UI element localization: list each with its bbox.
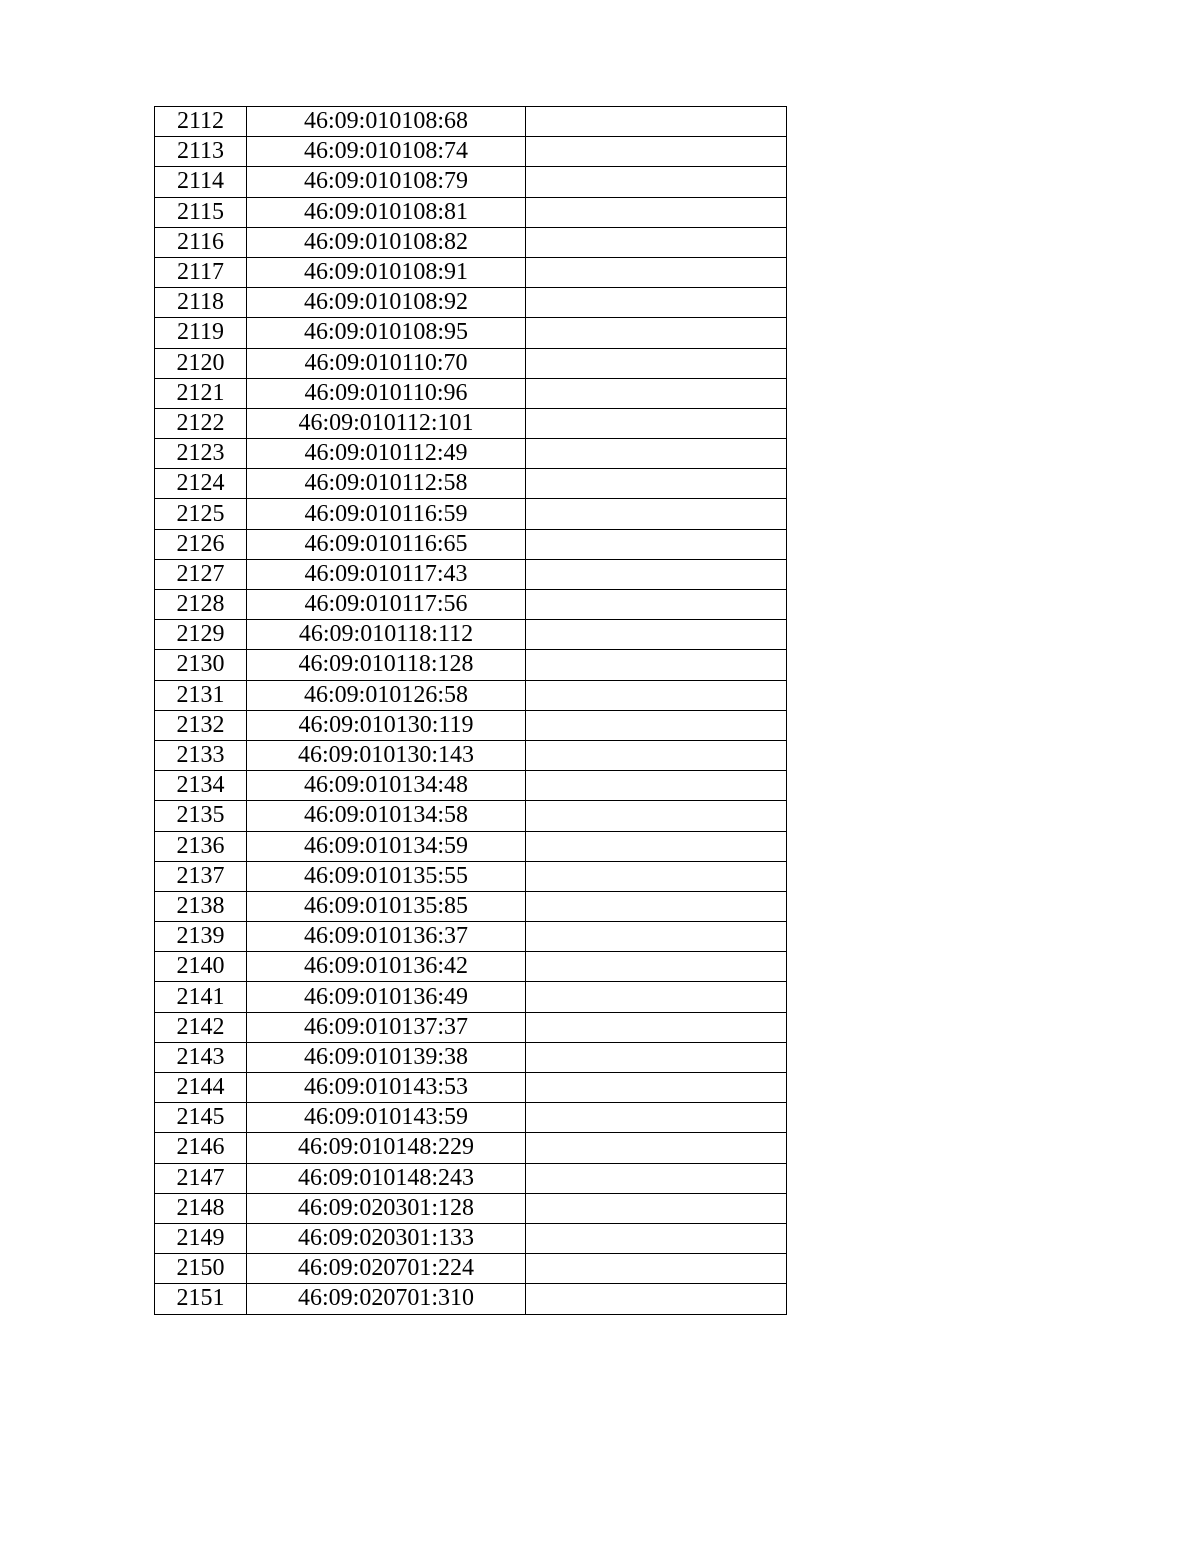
note-cell <box>526 167 787 197</box>
row-number-cell: 2119 <box>155 318 247 348</box>
note-cell <box>526 982 787 1012</box>
note-cell <box>526 439 787 469</box>
note-cell <box>526 1012 787 1042</box>
row-number-cell: 2148 <box>155 1193 247 1223</box>
cadastral-number-cell: 46:09:010136:42 <box>247 952 526 982</box>
table-row <box>155 167 787 197</box>
row-number-cell: 2124 <box>155 469 247 499</box>
row-number-cell: 2123 <box>155 439 247 469</box>
cadastral-number-cell: 46:09:010135:85 <box>247 891 526 921</box>
cadastral-number-cell: 46:09:010134:58 <box>247 801 526 831</box>
note-cell <box>526 1133 787 1163</box>
table-row <box>155 378 787 408</box>
cadastral-number-cell: 46:09:010136:37 <box>247 922 526 952</box>
table-row <box>155 710 787 740</box>
row-number-cell: 2140 <box>155 952 247 982</box>
note-cell <box>526 1073 787 1103</box>
row-number-cell: 2118 <box>155 288 247 318</box>
row-number-cell: 2129 <box>155 620 247 650</box>
cadastral-number-cell: 46:09:010110:70 <box>247 348 526 378</box>
note-cell <box>526 740 787 770</box>
cadastral-number-cell: 46:09:010139:38 <box>247 1042 526 1072</box>
table-row <box>155 1223 787 1253</box>
note-cell <box>526 137 787 167</box>
cadastral-number-cell: 46:09:010108:91 <box>247 257 526 287</box>
row-number-cell: 2139 <box>155 922 247 952</box>
note-cell <box>526 1193 787 1223</box>
note-cell <box>526 257 787 287</box>
table-row <box>155 1133 787 1163</box>
note-cell <box>526 348 787 378</box>
row-number-cell: 2138 <box>155 891 247 921</box>
row-number-cell: 2137 <box>155 861 247 891</box>
cadastral-number-cell: 46:09:010110:96 <box>247 378 526 408</box>
note-cell <box>526 288 787 318</box>
table-row <box>155 529 787 559</box>
row-number-cell: 2131 <box>155 680 247 710</box>
table-row <box>155 348 787 378</box>
cadastral-number-cell: 46:09:020701:310 <box>247 1284 526 1314</box>
table-row <box>155 1103 787 1133</box>
table-row <box>155 922 787 952</box>
row-number-cell: 2128 <box>155 590 247 620</box>
note-cell <box>526 529 787 559</box>
cadastral-number-cell: 46:09:010148:243 <box>247 1163 526 1193</box>
note-cell <box>526 590 787 620</box>
row-number-cell: 2133 <box>155 740 247 770</box>
cadastral-number-cell: 46:09:020301:128 <box>247 1193 526 1223</box>
note-cell <box>526 559 787 589</box>
note-cell <box>526 891 787 921</box>
records-table-body <box>155 107 787 1315</box>
note-cell <box>526 107 787 137</box>
row-number-cell: 2113 <box>155 137 247 167</box>
note-cell <box>526 710 787 740</box>
table-row <box>155 499 787 529</box>
note-cell <box>526 680 787 710</box>
row-number-cell: 2134 <box>155 771 247 801</box>
row-number-cell: 2116 <box>155 227 247 257</box>
table-row <box>155 137 787 167</box>
note-cell <box>526 801 787 831</box>
row-number-cell: 2112 <box>155 107 247 137</box>
table-row <box>155 1254 787 1284</box>
cadastral-number-cell: 46:09:010143:59 <box>247 1103 526 1133</box>
cadastral-number-cell: 46:09:010116:65 <box>247 529 526 559</box>
note-cell <box>526 408 787 438</box>
cadastral-number-cell: 46:09:010143:53 <box>247 1073 526 1103</box>
row-number-cell: 2126 <box>155 529 247 559</box>
note-cell <box>526 1223 787 1253</box>
cadastral-number-cell: 46:09:010108:68 <box>247 107 526 137</box>
row-number-cell: 2145 <box>155 1103 247 1133</box>
row-number-cell: 2143 <box>155 1042 247 1072</box>
cadastral-number-cell: 46:09:010137:37 <box>247 1012 526 1042</box>
note-cell <box>526 1163 787 1193</box>
row-number-cell: 2147 <box>155 1163 247 1193</box>
table-row <box>155 831 787 861</box>
row-number-cell: 2150 <box>155 1254 247 1284</box>
note-cell <box>526 650 787 680</box>
note-cell <box>526 1284 787 1314</box>
note-cell <box>526 771 787 801</box>
table-row <box>155 469 787 499</box>
table-row <box>155 1012 787 1042</box>
row-number-cell: 2149 <box>155 1223 247 1253</box>
row-number-cell: 2141 <box>155 982 247 1012</box>
row-number-cell: 2122 <box>155 408 247 438</box>
records-table <box>154 106 787 1315</box>
table-row <box>155 891 787 921</box>
cadastral-number-cell: 46:09:010134:59 <box>247 831 526 861</box>
note-cell <box>526 1254 787 1284</box>
note-cell <box>526 499 787 529</box>
note-cell <box>526 922 787 952</box>
cadastral-number-cell: 46:09:010135:55 <box>247 861 526 891</box>
cadastral-number-cell: 46:09:010134:48 <box>247 771 526 801</box>
row-number-cell: 2115 <box>155 197 247 227</box>
table-row <box>155 318 787 348</box>
note-cell <box>526 1103 787 1133</box>
cadastral-number-cell: 46:09:010108:95 <box>247 318 526 348</box>
note-cell <box>526 952 787 982</box>
row-number-cell: 2135 <box>155 801 247 831</box>
table-row <box>155 1193 787 1223</box>
cadastral-number-cell: 46:09:010148:229 <box>247 1133 526 1163</box>
note-cell <box>526 861 787 891</box>
row-number-cell: 2125 <box>155 499 247 529</box>
cadastral-number-cell: 46:09:010118:128 <box>247 650 526 680</box>
table-row <box>155 107 787 137</box>
table-row <box>155 408 787 438</box>
table-row <box>155 590 787 620</box>
row-number-cell: 2130 <box>155 650 247 680</box>
table-row <box>155 952 787 982</box>
cadastral-number-cell: 46:09:010112:101 <box>247 408 526 438</box>
cadastral-number-cell: 46:09:010117:56 <box>247 590 526 620</box>
note-cell <box>526 1042 787 1072</box>
note-cell <box>526 227 787 257</box>
row-number-cell: 2136 <box>155 831 247 861</box>
row-number-cell: 2127 <box>155 559 247 589</box>
row-number-cell: 2146 <box>155 1133 247 1163</box>
note-cell <box>526 620 787 650</box>
row-number-cell: 2121 <box>155 378 247 408</box>
cadastral-number-cell: 46:09:010108:82 <box>247 227 526 257</box>
cadastral-number-cell: 46:09:010130:119 <box>247 710 526 740</box>
table-row <box>155 1163 787 1193</box>
note-cell <box>526 197 787 227</box>
cadastral-number-cell: 46:09:010108:79 <box>247 167 526 197</box>
table-row <box>155 1284 787 1314</box>
table-row <box>155 257 787 287</box>
cadastral-number-cell: 46:09:010118:112 <box>247 620 526 650</box>
row-number-cell: 2117 <box>155 257 247 287</box>
table-row <box>155 801 787 831</box>
cadastral-number-cell: 46:09:010108:92 <box>247 288 526 318</box>
cadastral-number-cell: 46:09:010126:58 <box>247 680 526 710</box>
table-row <box>155 197 787 227</box>
note-cell <box>526 318 787 348</box>
row-number-cell: 2120 <box>155 348 247 378</box>
table-row <box>155 771 787 801</box>
table-row <box>155 1073 787 1103</box>
cadastral-number-cell: 46:09:010112:49 <box>247 439 526 469</box>
table-row <box>155 1042 787 1072</box>
note-cell <box>526 378 787 408</box>
cadastral-number-cell: 46:09:010130:143 <box>247 740 526 770</box>
table-row <box>155 650 787 680</box>
cadastral-number-cell: 46:09:010136:49 <box>247 982 526 1012</box>
table-row <box>155 288 787 318</box>
note-cell <box>526 831 787 861</box>
row-number-cell: 2144 <box>155 1073 247 1103</box>
row-number-cell: 2114 <box>155 167 247 197</box>
cadastral-number-cell: 46:09:010108:74 <box>247 137 526 167</box>
note-cell <box>526 469 787 499</box>
table-row <box>155 439 787 469</box>
table-row <box>155 982 787 1012</box>
row-number-cell: 2142 <box>155 1012 247 1042</box>
table-row <box>155 620 787 650</box>
row-number-cell: 2132 <box>155 710 247 740</box>
cadastral-number-cell: 46:09:010117:43 <box>247 559 526 589</box>
cadastral-number-cell: 46:09:010112:58 <box>247 469 526 499</box>
table-row <box>155 680 787 710</box>
cadastral-number-cell: 46:09:010108:81 <box>247 197 526 227</box>
table-row <box>155 861 787 891</box>
cadastral-number-cell: 46:09:020701:224 <box>247 1254 526 1284</box>
cadastral-number-cell: 46:09:020301:133 <box>247 1223 526 1253</box>
cadastral-number-cell: 46:09:010116:59 <box>247 499 526 529</box>
row-number-cell: 2151 <box>155 1284 247 1314</box>
table-row <box>155 559 787 589</box>
table-row <box>155 227 787 257</box>
table-row <box>155 740 787 770</box>
